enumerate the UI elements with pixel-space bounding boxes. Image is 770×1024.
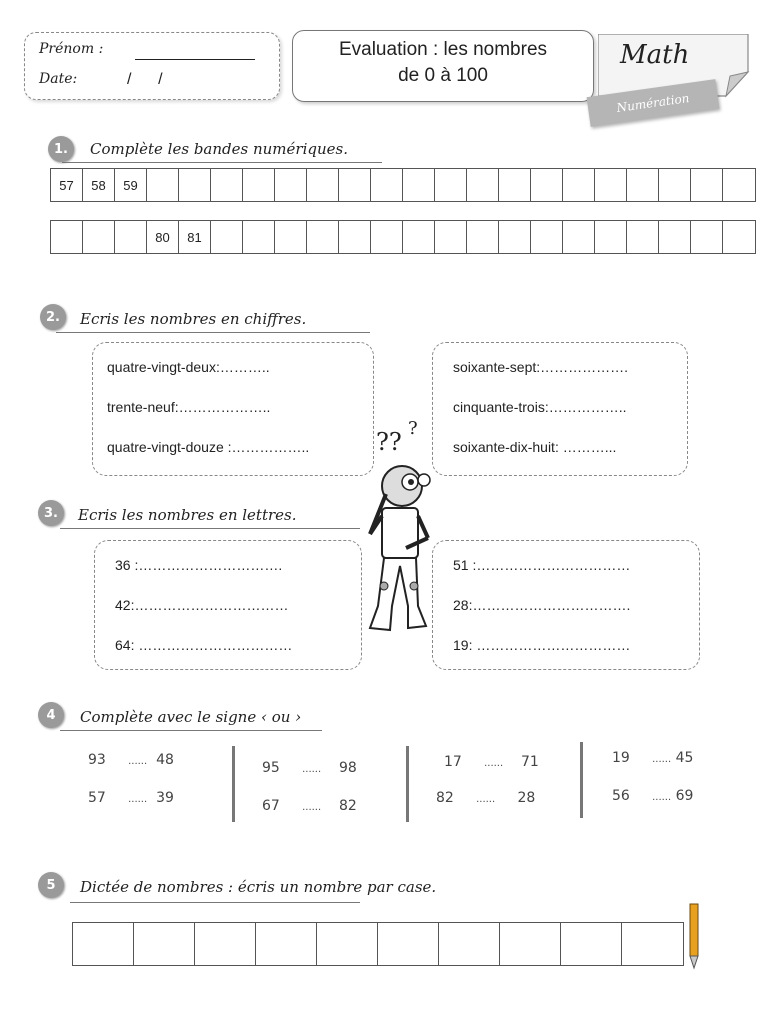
strip-cell[interactable] bbox=[115, 221, 147, 253]
dictation-cell[interactable] bbox=[439, 923, 500, 965]
compare-item[interactable]: 82 ...... 28 bbox=[436, 790, 536, 806]
dictation-cell[interactable] bbox=[134, 923, 195, 965]
strip-cell: 81 bbox=[179, 221, 211, 253]
strip-cell[interactable] bbox=[659, 169, 691, 201]
page-title-line2: de 0 à 100 bbox=[398, 65, 488, 86]
section4-underline bbox=[60, 730, 322, 731]
section5-title: Dictée de nombres : écris un nombre par case. bbox=[80, 878, 437, 896]
compare-item[interactable]: 95 ...... 98 bbox=[262, 760, 357, 776]
strip-cell[interactable] bbox=[403, 221, 435, 253]
dictation-cell[interactable] bbox=[378, 923, 439, 965]
compare-item[interactable]: 93 ...... 48 bbox=[88, 752, 174, 768]
strip-cell[interactable] bbox=[339, 169, 371, 201]
strip-cell[interactable] bbox=[371, 221, 403, 253]
strip-cell[interactable] bbox=[467, 221, 499, 253]
section3-title: Ecris les nombres en lettres. bbox=[78, 506, 297, 524]
strip-cell[interactable] bbox=[243, 221, 275, 253]
compare-item[interactable]: 17 ...... 71 bbox=[444, 754, 539, 770]
robot-illustration-icon bbox=[360, 416, 440, 646]
section2-number: 2. bbox=[40, 304, 66, 330]
section2-right-box bbox=[432, 342, 688, 476]
section3-left-box bbox=[94, 540, 362, 670]
fill-item[interactable]: 28:……………………………. bbox=[453, 597, 631, 613]
fill-item[interactable]: 64: …………………………… bbox=[115, 637, 293, 653]
dictation-cell[interactable] bbox=[561, 923, 622, 965]
section1-title: Complète les bandes numériques. bbox=[90, 140, 348, 158]
thinking-character bbox=[360, 416, 440, 646]
title-box bbox=[292, 30, 594, 102]
strip-cell[interactable] bbox=[275, 169, 307, 201]
fill-item[interactable]: cinquante-trois:…………….. bbox=[453, 399, 627, 415]
dictation-cell[interactable] bbox=[195, 923, 256, 965]
name-date-box bbox=[24, 32, 280, 100]
number-strip-2 bbox=[50, 220, 756, 254]
strip-cell[interactable] bbox=[531, 221, 563, 253]
dictation-cell[interactable] bbox=[500, 923, 561, 965]
column-divider bbox=[232, 746, 235, 822]
page-title-line1: Evaluation : les nombres bbox=[338, 39, 548, 60]
strip-cell[interactable] bbox=[627, 169, 659, 201]
svg-text:?: ? bbox=[408, 418, 418, 439]
strip-cell[interactable] bbox=[435, 221, 467, 253]
strip-cell[interactable] bbox=[307, 221, 339, 253]
strip-cell[interactable] bbox=[179, 169, 211, 201]
strip-cell[interactable] bbox=[371, 169, 403, 201]
column-divider bbox=[580, 742, 583, 818]
strip-cell[interactable] bbox=[563, 221, 595, 253]
strip-cell[interactable] bbox=[403, 169, 435, 201]
fill-item[interactable]: 36 :…………………………. bbox=[115, 557, 283, 573]
name-line[interactable] bbox=[135, 59, 255, 60]
strip-cell[interactable] bbox=[723, 221, 755, 253]
name-label: Prénom : bbox=[39, 41, 104, 57]
section4-title: Complète avec le signe ‹ ou › bbox=[80, 708, 302, 726]
dictation-cell[interactable] bbox=[622, 923, 683, 965]
column-divider bbox=[406, 746, 409, 822]
strip-cell[interactable] bbox=[595, 221, 627, 253]
fill-item[interactable]: 42:…………………………… bbox=[115, 597, 289, 613]
fill-item[interactable]: 51 :…………………………… bbox=[453, 557, 631, 573]
strip-cell[interactable] bbox=[499, 221, 531, 253]
section2-title: Ecris les nombres en chiffres. bbox=[80, 310, 307, 328]
section4-number: 4 bbox=[38, 702, 64, 728]
strip-cell[interactable] bbox=[211, 169, 243, 201]
fill-item[interactable]: 19: …………………………… bbox=[453, 637, 631, 653]
strip-cell[interactable] bbox=[51, 221, 83, 253]
strip-cell[interactable] bbox=[499, 169, 531, 201]
strip-cell[interactable] bbox=[531, 169, 563, 201]
strip-cell: 59 bbox=[115, 169, 147, 201]
fill-item[interactable]: soixante-sept:………………. bbox=[453, 359, 629, 375]
compare-item[interactable]: 67 ...... 82 bbox=[262, 798, 357, 814]
compare-item[interactable]: 57 ...... 39 bbox=[88, 790, 174, 806]
section5-underline bbox=[70, 902, 360, 903]
compare-item[interactable]: 56 ...... 69 bbox=[612, 788, 694, 804]
question-marks: ?? bbox=[376, 428, 402, 456]
strip-cell[interactable] bbox=[659, 221, 691, 253]
strip-cell[interactable] bbox=[563, 169, 595, 201]
dictation-cell[interactable] bbox=[73, 923, 134, 965]
strip-cell[interactable] bbox=[723, 169, 755, 201]
strip-cell[interactable] bbox=[147, 169, 179, 201]
dictation-grid bbox=[72, 922, 684, 966]
strip-cell[interactable] bbox=[691, 169, 723, 201]
section3-right-box bbox=[432, 540, 700, 670]
dictation-cell[interactable] bbox=[256, 923, 317, 965]
fill-item[interactable]: trente-neuf:……………….. bbox=[107, 399, 271, 415]
subject-label: Math bbox=[620, 40, 690, 70]
section2-underline bbox=[56, 332, 370, 333]
section5-number: 5 bbox=[38, 872, 64, 898]
strip-cell[interactable] bbox=[307, 169, 339, 201]
date-slashes[interactable]: / / bbox=[127, 71, 163, 88]
strip-cell[interactable] bbox=[275, 221, 307, 253]
section3-underline bbox=[60, 528, 360, 529]
dictation-cell[interactable] bbox=[317, 923, 378, 965]
strip-cell[interactable] bbox=[435, 169, 467, 201]
strip-cell[interactable] bbox=[467, 169, 499, 201]
fill-item[interactable]: soixante-dix-huit: ………... bbox=[453, 439, 617, 455]
strip-cell[interactable] bbox=[339, 221, 371, 253]
pencil-icon bbox=[688, 902, 700, 970]
section1-number: 1. bbox=[48, 136, 74, 162]
section2-left-box bbox=[92, 342, 374, 476]
strip-cell[interactable] bbox=[243, 169, 275, 201]
strip-cell[interactable] bbox=[83, 221, 115, 253]
section1-underline bbox=[62, 162, 382, 163]
strip-cell: 80 bbox=[147, 221, 179, 253]
strip-cell[interactable] bbox=[211, 221, 243, 253]
date-label: Date: bbox=[39, 71, 78, 87]
number-strip-1 bbox=[50, 168, 756, 202]
strip-cell[interactable] bbox=[691, 221, 723, 253]
strip-cell: 57 bbox=[51, 169, 83, 201]
fill-item[interactable]: quatre-vingt-deux:……….. bbox=[107, 359, 270, 375]
compare-item[interactable]: 19 ...... 45 bbox=[612, 750, 694, 766]
strip-cell[interactable] bbox=[627, 221, 659, 253]
strip-cell: 58 bbox=[83, 169, 115, 201]
section3-number: 3. bbox=[38, 500, 64, 526]
strip-cell[interactable] bbox=[595, 169, 627, 201]
fill-item[interactable]: quatre-vingt-douze :…………….. bbox=[107, 439, 310, 455]
numeration-label: Numération bbox=[615, 90, 691, 116]
